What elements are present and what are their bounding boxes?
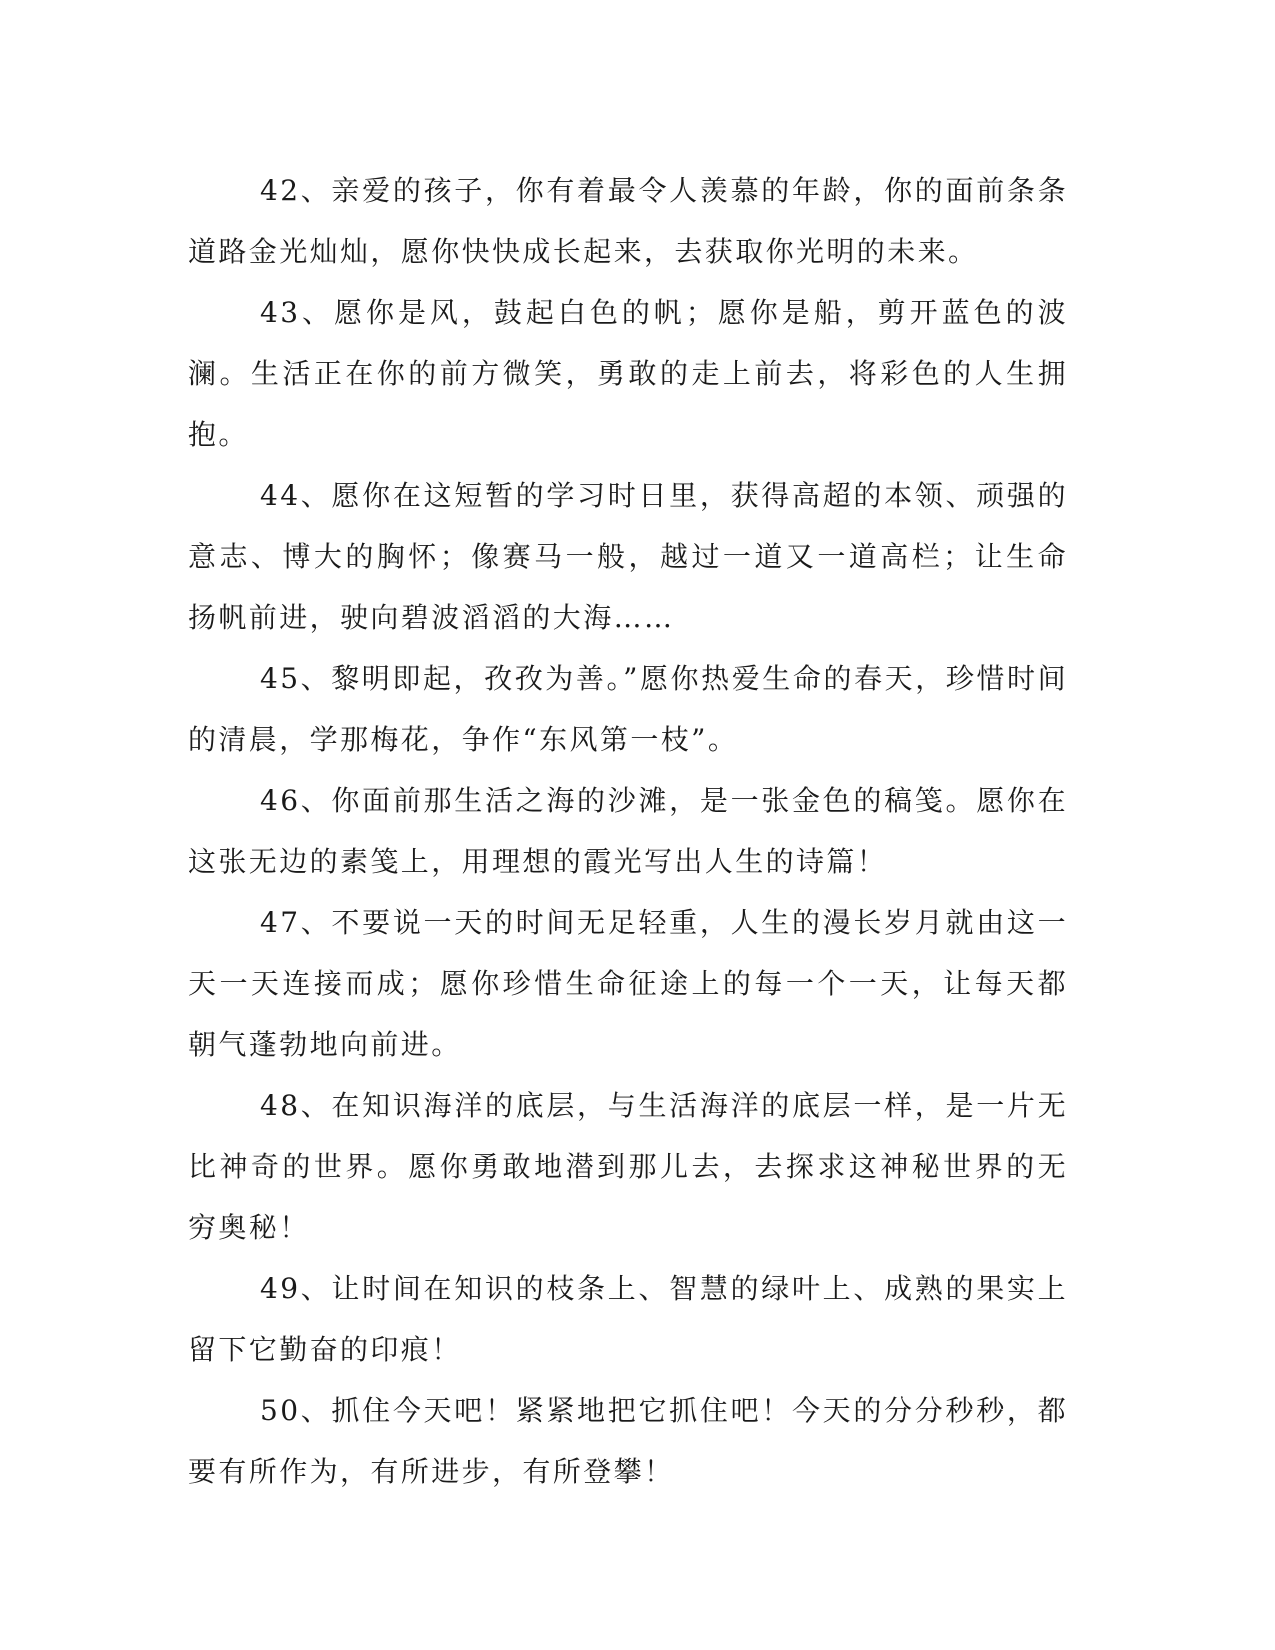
paragraph-43: 43、愿你是风，鼓起白色的帆；愿你是船，剪开蓝色的波澜。生活正在你的前方微笑，勇敢的走上前去，将彩色的人生拥抱。: [188, 296, 1068, 451]
paragraph-50: 50、抓住今天吧！紧紧地把它抓住吧！今天的分分秒秒，都要有所作为，有所进步，有所登攀！: [188, 1394, 1068, 1488]
paragraph-44: 44、愿你在这短暂的学习时日里，获得高超的本领、顽强的意志、博大的胸怀；像赛马一般，越过一道又一道高栏；让生命扬帆前进，驶向碧波滔滔的大海……: [188, 479, 1068, 634]
paragraph-47: 47、不要说一天的时间无足轻重，人生的漫长岁月就由这一天一天连接而成；愿你珍惜生命征途上的每一个一天，让每天都朝气蓬勃地向前进。: [188, 906, 1068, 1061]
document-body: [188, 160, 1068, 1502]
paragraph-45: 45、黎明即起，孜孜为善。”愿你热爱生命的春天，珍惜时间的清晨，学那梅花，争作“东风第一枝”。: [188, 662, 1068, 756]
paragraph-46: 46、你面前那生活之海的沙滩，是一张金色的稿笺。愿你在这张无边的素笺上，用理想的霞光写出人生的诗篇！: [188, 784, 1068, 878]
paragraph-42: 42、亲爱的孩子，你有着最令人羡慕的年龄，你的面前条条道路金光灿灿，愿你快快成长起来，去获取你光明的未来。: [188, 174, 1068, 268]
paragraph-48: 48、在知识海洋的底层，与生活海洋的底层一样，是一片无比神奇的世界。愿你勇敢地潜到那儿去，去探求这神秘世界的无穷奥秘！: [188, 1089, 1068, 1244]
paragraph-49: 49、让时间在知识的枝条上、智慧的绿叶上、成熟的果实上留下它勤奋的印痕！: [188, 1272, 1068, 1366]
